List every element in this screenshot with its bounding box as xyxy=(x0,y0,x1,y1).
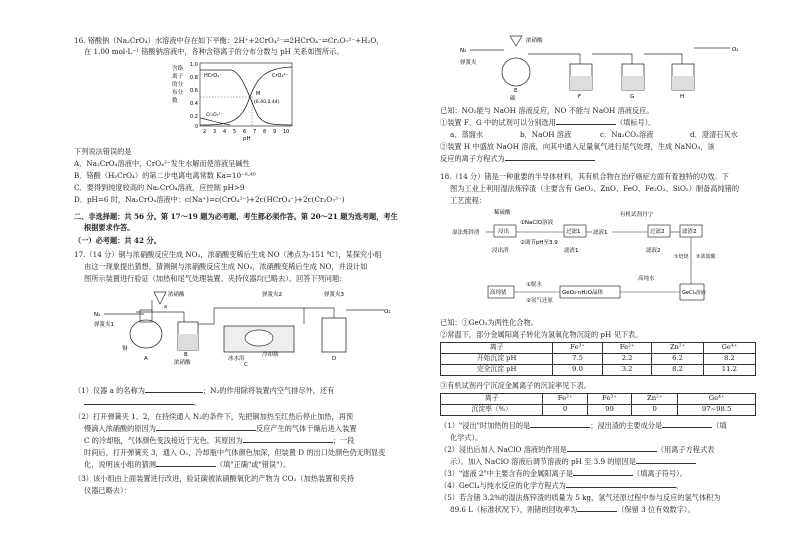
fc-h2: ②氢气还原 xyxy=(526,298,553,304)
fc-acid: 稀硫酸 xyxy=(494,210,511,216)
app2-tube-gh xyxy=(644,54,682,64)
app-clip1: 弹簧夹1 xyxy=(94,322,114,328)
q16-option-a: A．Na₂CrO₄溶液中，CrO₄²⁻发生水解而使溶液呈碱性 xyxy=(74,159,250,168)
ytick-2: 0.8 xyxy=(190,75,198,81)
table-cell: 沉淀率（%） xyxy=(441,405,543,416)
xtick-5: 6 xyxy=(243,129,247,135)
answer-blank[interactable] xyxy=(505,154,595,161)
r18-q5-line2 xyxy=(440,505,695,515)
r18-q4 xyxy=(440,481,683,491)
answer-blank[interactable] xyxy=(662,421,712,428)
q17-carbon-apparatus xyxy=(460,34,760,102)
q17-q2-line2 xyxy=(74,424,357,434)
q17-q2-2: 慢滴入浓硝酸的原因为 xyxy=(84,424,156,433)
r18-q1-c: （填 xyxy=(712,421,727,430)
note2: ②常温下，部分金属阳离子转化为氢氧化物沉淀的 pH 见下表。 xyxy=(440,330,643,339)
q17-q1 xyxy=(74,386,334,396)
app-label-a: A xyxy=(144,356,148,362)
fc-filter2: 过滤2 xyxy=(650,229,665,235)
app2-n2: N₂ xyxy=(460,48,467,54)
table-cell: 0 xyxy=(543,405,587,416)
r-opt-b: b．NaOH 溶液 xyxy=(520,130,572,139)
fc-organic: 有机试剂丹宁 xyxy=(620,212,654,218)
app2-bottle-h-liquid xyxy=(672,76,694,90)
fc-filtrate2: 滤液2 xyxy=(646,248,661,254)
answer-blank[interactable] xyxy=(573,469,633,476)
fc-high: 高纯锗 xyxy=(490,290,507,296)
q18-line2: 图为工业上利用湿法炼锌渣（主要含有 GeO₂、ZnO、FeO、Fe₂O₃、SiO₂）制备高纯锗的 xyxy=(450,184,740,193)
fc-filter1: 过滤1 xyxy=(566,229,581,235)
answer-blank[interactable] xyxy=(567,445,657,452)
q17-q1-line2 xyxy=(74,398,201,408)
q17-q3-line2: 仪器已略去）： xyxy=(84,486,131,495)
xtick-8: 9 xyxy=(273,129,277,135)
q17-q2-7: （填"正确"或"错误"）。 xyxy=(215,460,291,469)
app2-flask-e xyxy=(502,58,530,86)
r18-q4-b: 。 xyxy=(675,481,684,490)
fc-hyd: GeO₂·nH₂O晶体 xyxy=(562,290,604,296)
section2-sub: （一）必考题：共 42 分。 xyxy=(74,236,161,245)
fc-raw: 湿法炼锌渣 xyxy=(452,230,480,236)
r18-q1-line2: 化学式）。 xyxy=(450,433,483,442)
table-cell: 8.2 xyxy=(703,354,755,365)
label-cr2o7: Cr₂O₇²⁻ xyxy=(206,113,223,118)
r18-q4-a: （4）GeCl₄与纯水反应的化学方程式为 xyxy=(440,481,566,490)
q17-q2-line4: 时间后，打开弹簧夹 3，通入 O₂，冷却瓶中气体颜色加深，但装置 D 的出口处颜色仍无明显变 xyxy=(84,448,386,457)
q17-line1: 17.（14 分）铜与浓硝酸反应生成 NO₂，浓硝酸变稀后生成 NO（沸点为-151 ℃），某探究小组 xyxy=(74,250,382,259)
q17-q2-4: C 的冷却瓶，气体颜色变浅接近于无色，其原因为 xyxy=(84,436,243,445)
fc-ph: ②调节pH至3.9 xyxy=(520,240,558,246)
r-q1 xyxy=(440,118,655,128)
fc-dehyd: ①脱水 xyxy=(526,282,542,288)
r18-q2-c: 示）。加入 NaClO 溶液后调节溶液的 pH 至 3.9 的原因是 xyxy=(450,457,637,466)
app-cold: 冷却瓶 xyxy=(262,352,279,358)
app2-clip: 弹簧夹 xyxy=(460,60,477,66)
q16-distribution-chart xyxy=(170,60,300,140)
app-label-b: B xyxy=(184,352,188,358)
r18-q1-line1 xyxy=(440,421,727,431)
table-cell: 7.5 xyxy=(553,354,603,365)
ytick-4: 0.4 xyxy=(190,101,198,107)
q17-q1-a: （1）仪器 a 的名称为 xyxy=(74,386,145,395)
app-funnel-a xyxy=(154,292,166,304)
note1: 已知：①GeO₂为两性化合物。 xyxy=(440,318,538,327)
label-cro4: CrO₄²⁻ xyxy=(272,73,289,79)
app-bottle-d xyxy=(322,318,346,352)
r-q2-line1: ②装置 H 中盛放 NaOH 溶液，向其中通入足量氧气进行尾气处理，生成 NaNO₃，该 xyxy=(440,142,715,151)
section2-line2: 根据要求作答。 xyxy=(84,223,135,232)
q16-option-d: D．pH=6 时，Na₂CrO₄溶液中：c(Na⁺)=c(CrO₄²⁻)+2c(HCrO₄⁻)+2c(Cr₂O₇²⁻) xyxy=(74,195,345,204)
table-cell: 99 xyxy=(587,405,631,416)
fc-hcl: ②浓盐酸 xyxy=(696,254,716,260)
answer-blank[interactable] xyxy=(156,424,256,431)
precip-table xyxy=(440,393,756,416)
app2-acid: 浓硝酸 xyxy=(526,38,543,44)
app-clip2: 弹簧夹2 xyxy=(262,292,282,298)
table-header: Zn²⁺ xyxy=(632,394,678,405)
q16-option-b: B．铬酸（H₂CrO₄）的第二步电离电离常数 Ka=10⁻⁶·⁴⁰ xyxy=(74,171,256,180)
r18-q5-line1: （5）若含锗 3.2%的湿法炼锌渣的质量为 5 kg，氢气还原过程中参与反应的氢气体积为 xyxy=(440,493,721,502)
app-cu: 铜 xyxy=(122,346,128,352)
app2-tube-fg xyxy=(592,54,632,64)
answer-blank[interactable] xyxy=(145,386,203,393)
answer-blank[interactable] xyxy=(530,421,590,428)
app2-tube-ef xyxy=(528,54,580,64)
fc-leach: 浸出 xyxy=(498,229,510,235)
fc-calc: ①焙烧 xyxy=(674,254,689,260)
app-clip3: 弹簧夹3 xyxy=(324,292,344,298)
answer-blank[interactable] xyxy=(577,505,617,512)
fc-filtrate1: 滤液1 xyxy=(593,230,608,236)
table-row xyxy=(441,354,756,365)
table-header: 离子 xyxy=(441,394,543,405)
r18-q3-b: （填离子符号）。 xyxy=(633,469,687,478)
xtick-9: 10 xyxy=(283,129,290,135)
r-q2-line2 xyxy=(440,154,595,164)
q18-flowchart xyxy=(452,208,752,308)
app2-label-h: H xyxy=(680,94,685,100)
table-row xyxy=(441,405,756,416)
app-a: a xyxy=(164,304,168,310)
app2-label-e: E xyxy=(514,88,518,94)
app2-label-g: G xyxy=(630,94,635,100)
r-q1-options xyxy=(440,130,770,140)
table-cell: 开始沉淀 pH xyxy=(441,354,553,365)
table-cell: 11.2 xyxy=(703,365,755,376)
table-cell: 6.2 xyxy=(652,354,703,365)
app-label-c: C xyxy=(244,362,248,368)
xtick-2: 3 xyxy=(213,129,217,135)
app2-label-f: F xyxy=(578,94,582,100)
q16-option-c: C．要得到纯度较高的 Na₂CrO₄溶液，应控制 pH>9 xyxy=(74,183,245,192)
fc-gecl4: GeCl₄溶液 xyxy=(682,290,706,296)
q17-line3: 图所示装置进行验证（加热和尾气处理装置、夹持仪器均已略去）。回答下列问题： xyxy=(84,274,347,283)
app2-carbon: 碳 xyxy=(510,96,516,102)
table-header: Zn²⁺ xyxy=(652,343,703,354)
section2-line1: 二、非选择题：共 56 分。第 17～19 题为必考题，考生都必须作答。第 20～21 题为选考题，考生 xyxy=(74,212,398,221)
r-q1-a: ①装置 F、G 中的试剂可以分别选用 xyxy=(440,118,556,127)
ytick-5: 0.2 xyxy=(190,114,198,120)
table-cell: 0 xyxy=(632,405,678,416)
cr2o7-curve xyxy=(200,118,230,125)
xtick-4: 5 xyxy=(233,129,237,135)
app-o2: O₂ xyxy=(384,309,391,315)
answer-blank[interactable] xyxy=(156,460,216,467)
app-tube-bc xyxy=(198,308,304,324)
q17-apparatus xyxy=(94,288,394,368)
r18-q1-a: （1）"浸出"时加热的目的是 xyxy=(440,421,531,430)
app2-bottle-g-liquid xyxy=(622,76,644,90)
table-header: Ge⁴⁺ xyxy=(678,394,756,405)
app-tube-cd xyxy=(304,308,334,318)
answer-blank[interactable] xyxy=(566,481,676,488)
app-conc-acid: 浓硝酸 xyxy=(174,360,191,366)
app-n2: N₂ xyxy=(94,312,101,318)
chart-ylabel-4: 布分 xyxy=(172,90,184,96)
r-known: 已知：NO₂能与 NaOH 溶液反应，NO 不能与 NaOH 溶液反应。 xyxy=(440,106,654,115)
app2-bottle-f-liquid xyxy=(570,76,592,90)
app-bottle-b-liquid xyxy=(178,334,198,350)
r18-q2-b: （用离子方程式表 xyxy=(656,445,715,454)
table-header: Fe³⁺ xyxy=(553,343,603,354)
note3: ③有机试剂丹宁沉淀金属离子的沉淀率见下表。 xyxy=(440,381,591,390)
q17-q2-6: 化，说明该小组的猜测 xyxy=(84,460,156,469)
fc-leachres: 浸出渣 xyxy=(492,248,509,254)
q17-q1-b: ；N₂的作用除将装置内空气排尽外，还有 xyxy=(202,386,335,395)
r-opt-d: d．澄清石灰水 xyxy=(690,130,738,139)
app-cold-bottle xyxy=(245,330,273,346)
ytick-3: 0.6 xyxy=(190,88,198,94)
app-tube-ab xyxy=(164,312,184,322)
xtick-6: 7 xyxy=(253,129,257,135)
table-cell: 2.2 xyxy=(602,354,652,365)
table-header: Ge⁴⁺ xyxy=(703,343,755,354)
table-row xyxy=(441,343,756,354)
chart-ylabel-1: 含铬 xyxy=(172,66,184,72)
r18-q5-b: （保留 3 位有效数字）。 xyxy=(617,505,695,514)
r-opt-c: c．Na₂CO₃溶液 xyxy=(600,130,654,139)
r-q2-b: 反应的离子方程式为 xyxy=(440,154,505,163)
q17-q2-3: 反应产生的气体干燥后进入装置 xyxy=(255,424,357,433)
r18-q2-a: （2）浸出后加入 NaClO 溶液的作用是 xyxy=(440,445,567,454)
fc-naclo: ①NaClO溶液 xyxy=(520,220,554,226)
label-m-coords: (6.40,0.44) xyxy=(254,100,280,105)
fc-residue2: 滤渣2 xyxy=(682,229,697,235)
r18-q5-a: 89.6 L（标准状况下），则锗的回收率为 xyxy=(450,505,578,514)
answer-blank[interactable] xyxy=(243,436,333,443)
answer-blank[interactable] xyxy=(556,118,616,125)
table-cell: 97~98.5 xyxy=(678,405,756,416)
ph-table xyxy=(440,342,756,376)
q18-line3: 工艺流程： xyxy=(450,196,486,205)
chart-ylabel-2: 离子 xyxy=(172,74,184,80)
xtick-7: 8 xyxy=(263,129,267,135)
app-flask-a xyxy=(130,320,162,348)
app2-o2: O₂ xyxy=(732,47,739,53)
q16-line2: 在 1.00 mol·L⁻¹ 铬酸钠溶液中，各种含铬离子的分布分数与 pH 关系如图所示。 xyxy=(84,47,344,56)
r-q1-b: （填标号）。 xyxy=(615,118,656,127)
q17-q2-line5 xyxy=(74,460,290,470)
q16-line1: 16. 铬酸钠（Na₂CrO₄）水溶液中存在如下平衡：2H⁺+2CrO₄²⁻⇌2HCrO₄⁻⇌Cr₂O₇²⁻+H₂O， xyxy=(74,36,384,45)
table-row xyxy=(441,394,756,405)
table-cell: 8.2 xyxy=(652,365,703,376)
chart-yticks xyxy=(190,62,198,130)
q17-q2-line1: （2）打开弹簧夹 1、2，在持续通入 N₂的条件下，先把铜加热至红热后停止加热，再预 xyxy=(74,412,354,421)
r18-q3 xyxy=(440,469,687,479)
label-m: M xyxy=(256,91,261,97)
r18-q3-a: （3）"滤液 2"中主要含有的金属阳离子是 xyxy=(440,469,574,478)
q16-prompt: 下列说法错误的是 xyxy=(74,147,132,156)
chart-ylabel-5: 数 xyxy=(172,98,178,104)
app-label-d: D xyxy=(332,356,337,362)
q17-q2-line3 xyxy=(74,436,354,446)
r-opt-a: a．蒸馏水 xyxy=(450,130,484,139)
q17-line2: 由这一现象提出猜想，猜测铜与浓硝酸反应生成 NO₂，浓硝酸变稀后生成 NO，并设计如 xyxy=(84,262,368,271)
table-header: Fe²⁺ xyxy=(602,343,652,354)
q17-q3-line1: （3）该小组由上面装置进行改进，验证碳被浓硝酸氧化的产物为 CO₂（加热装置和夹持 xyxy=(74,474,354,483)
table-cell: 9.0 xyxy=(553,365,603,376)
q18-line1: 18.（14 分）锗是一种重要的半导体材料，其有机合物在治疗癌症方面有着独特的功效。下 xyxy=(440,172,729,181)
q17-q1-c: 。 xyxy=(194,398,202,407)
app-acid: 浓硝酸 xyxy=(168,292,185,298)
r18-q1-b: ；浸出渣的主要成分是 xyxy=(590,421,663,430)
r18-q2-line2 xyxy=(440,457,696,467)
ytick-1: 1.0 xyxy=(190,62,198,68)
table-cell: 完全沉淀 pH xyxy=(441,365,553,376)
ytick-6: 0 xyxy=(195,124,199,130)
table-row xyxy=(441,365,756,376)
chart-ylabel-3: 的分 xyxy=(172,82,184,88)
fc-pure: 高纯水 xyxy=(638,276,655,282)
app2-funnel xyxy=(510,36,522,46)
table-cell: 3.2 xyxy=(602,365,652,376)
q17-q2-5: ；一段 xyxy=(332,436,355,445)
xtick-1: 2 xyxy=(203,129,207,135)
r18-q2-line1 xyxy=(440,445,714,455)
fc-residue1: 滤渣1 xyxy=(564,248,579,254)
xtick-3: 4 xyxy=(223,129,227,135)
label-hcro4: HCrO₄⁻ xyxy=(204,73,222,79)
chart-xlabel: pH xyxy=(243,136,251,142)
answer-blank[interactable] xyxy=(84,398,194,405)
table-header: Fe²⁺ xyxy=(543,394,587,405)
app-ice: 冰水浴 xyxy=(228,356,245,362)
table-header: Fe³⁺ xyxy=(587,394,631,405)
table-header: 离子 xyxy=(441,343,553,354)
chart-xticks xyxy=(203,129,289,135)
answer-blank[interactable] xyxy=(636,457,696,464)
